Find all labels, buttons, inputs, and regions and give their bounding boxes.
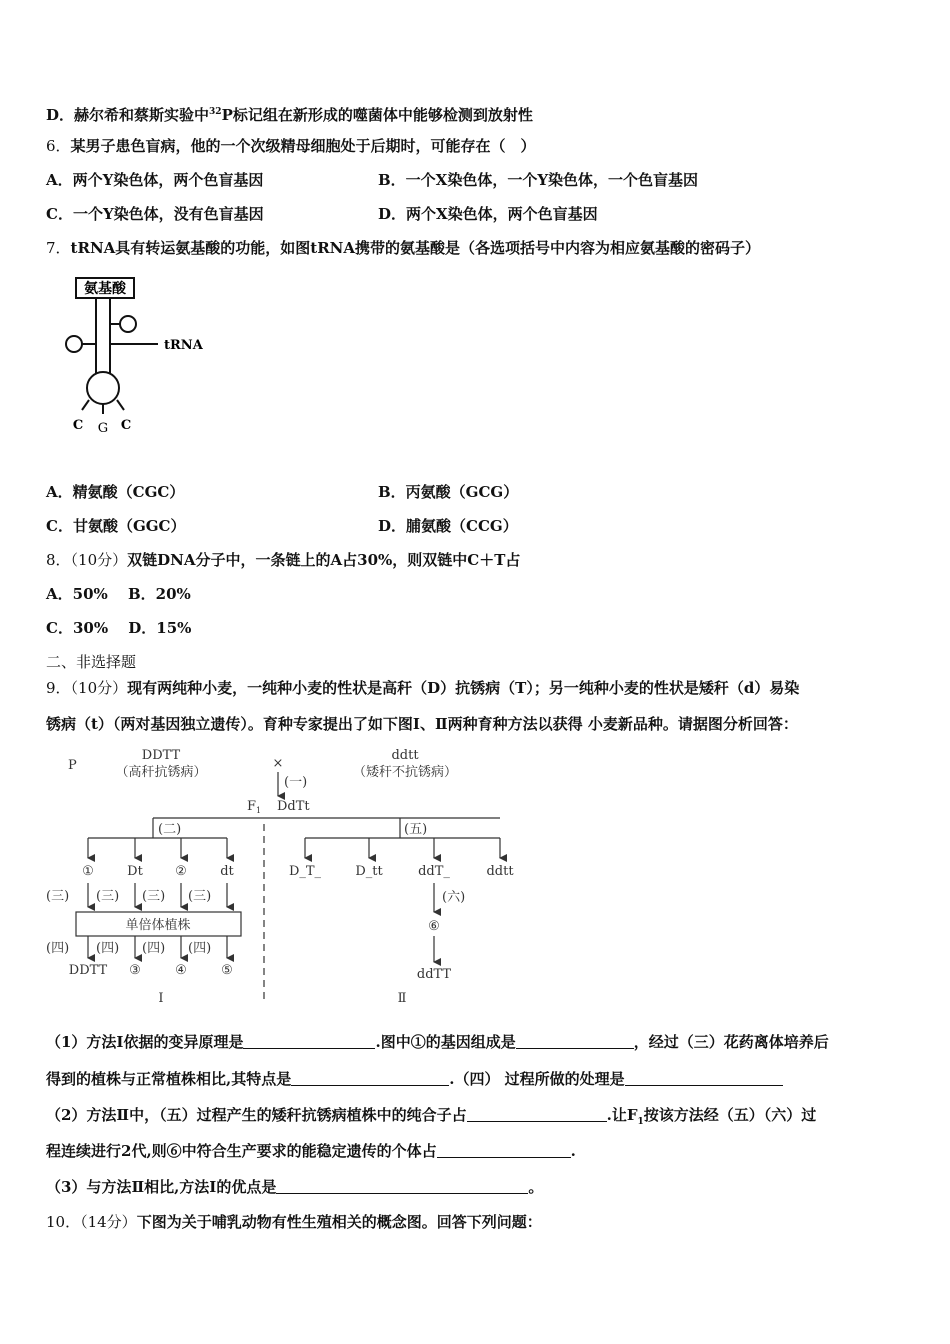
step-2-label: (二) — [158, 822, 182, 837]
q8-stem: 8．（10分）双链DNA分子中，一条链上的A占30%，则双链中C＋T占 — [46, 551, 521, 569]
amino-acid-label: 氨基酸 — [84, 281, 126, 297]
q9-stem-line1: 9．（10分）现有两纯种小麦，一纯种小麦的性状是高秆（D）抗锈病（T）；另一纯种小麦的性状是矮秆（d）易染 — [46, 679, 800, 697]
q6-option-b: B．一个X染色体，一个Y染色体，一个色盲基因 — [378, 171, 699, 189]
q8-options-ab: A．50% B．20% — [46, 585, 191, 603]
q9-part1-line1: （1）方法Ⅰ依据的变异原理是 .图中①的基因组成是 ，经过（三）花药离体培养后 — [46, 1033, 829, 1051]
q6-option-a: A．两个Y染色体，两个色盲基因 — [46, 171, 264, 189]
six-label: ⑥ — [428, 919, 440, 934]
parent1-phenotype: （高秆抗锈病） — [115, 765, 207, 780]
cross-symbol: × — [272, 756, 284, 771]
step-1-label: (一) — [284, 775, 308, 790]
step-6-label: (六) — [442, 890, 466, 905]
answer-blank[interactable] — [276, 1177, 528, 1194]
section-heading: 二、非选择题 — [46, 653, 137, 671]
answer-blank[interactable] — [437, 1141, 571, 1158]
right-row-item: D_tt — [355, 864, 383, 879]
answer-blank[interactable] — [516, 1032, 634, 1049]
left-row-item: Dt — [127, 864, 143, 879]
right-row-item: D_T_ — [288, 864, 322, 879]
parent2-genotype: ddtt — [391, 748, 419, 763]
step-3-label: (三) — [96, 889, 120, 904]
p-label: P — [68, 758, 77, 773]
right-row-item: ddtt — [486, 864, 514, 879]
f1-genotype: DdTt — [277, 799, 310, 814]
f1-label: $F_1$ — [247, 799, 262, 815]
breeding-diagram — [40, 740, 560, 1015]
step-4-label: (四) — [142, 941, 166, 956]
q7-option-b: B．丙氨酸（GCG） — [378, 483, 519, 501]
anticodon-base-1: C — [72, 418, 84, 433]
q9-part2-line2: 程连续进行2代,则⑥中符合生产要求的能稳定遗传的个体占 . — [46, 1142, 576, 1160]
q6-stem: 6．某男子患色盲病，他的一个次级精母细胞处于后期时，可能存在（ ） — [46, 137, 536, 155]
q7-option-a: A．精氨酸（CGC） — [46, 483, 185, 501]
q8-options-cd: C．30% D．15% — [46, 619, 192, 637]
q9-part3: （3）与方法Ⅱ相比,方法Ⅰ的优点是 。 — [46, 1178, 544, 1196]
step-3-label: (三) — [188, 889, 212, 904]
q10-stem: 10．（14分）下图为关于哺乳动物有性生殖相关的概念图。回答下列问题： — [46, 1213, 542, 1231]
bottom-row-item: ③ — [129, 963, 141, 978]
step-5-label: (五) — [404, 822, 428, 837]
q6-option-d: D．两个X染色体，两个色盲基因 — [378, 205, 598, 223]
answer-blank[interactable] — [625, 1069, 783, 1086]
parent2-phenotype: （矮秆不抗锈病） — [352, 765, 458, 780]
left-row-item: ② — [175, 864, 187, 879]
method-2-label: Ⅱ — [397, 991, 407, 1006]
trna-figure — [52, 274, 222, 439]
step-4-label: (四) — [46, 941, 70, 956]
q7-stem: 7．tRNA具有转运氨基酸的功能，如图tRNA携带的氨基酸是（各选项括号中内容为相应氨基酸的密码子） — [46, 239, 761, 257]
answer-blank[interactable] — [467, 1105, 607, 1122]
q6-option-c: C．一个Y染色体，没有色盲基因 — [46, 205, 264, 223]
left-row-item: ① — [82, 864, 94, 879]
answer-blank[interactable] — [291, 1069, 449, 1086]
anticodon-base-3: C — [120, 418, 132, 433]
q5-option-d: D．赫尔希和蔡斯实验中$^{32}$P标记组在新形成的噬菌体中能够检测到放射性 — [46, 106, 533, 124]
step-4-label: (四) — [188, 941, 212, 956]
method-1-label: Ⅰ — [158, 991, 164, 1006]
answer-blank[interactable] — [243, 1032, 375, 1049]
trna-label: tRNA — [164, 338, 203, 353]
bottom-row-item: DDTT — [68, 963, 108, 978]
q9-stem-line2: 锈病（t）（两对基因独立遗传）。育种专家提出了如下图Ⅰ、Ⅱ两种育种方法以获得 小麦新品种。请据图分析回答： — [46, 715, 798, 733]
bottom-row-item: ④ — [175, 963, 187, 978]
q9-part2-line1: （2）方法Ⅱ中，（五）过程产生的矮秆抗锈病植株中的纯合子占 .让$F_1$按该方法经（五）（六）过 — [46, 1106, 817, 1127]
q7-option-c: C．甘氨酸（GGC） — [46, 517, 186, 535]
step-3-label: (三) — [46, 889, 70, 904]
bottom-row-item: ⑤ — [221, 963, 233, 978]
right-row-item: ddT_ — [418, 864, 450, 879]
q9-part1-line2: 得到的植株与正常植株相比,其特点是 .（四） 过程所做的处理是 — [46, 1069, 783, 1089]
parent1-genotype: DDTT — [141, 748, 181, 763]
haploid-plant-label: 单倍体植株 — [125, 918, 191, 933]
anticodon-base-2: G — [97, 421, 109, 436]
q7-option-d: D．脯氨酸（CCG） — [378, 517, 518, 535]
ddtt-result: ddTT — [416, 967, 452, 982]
left-row-item: dt — [220, 864, 234, 879]
step-3-label: (三) — [142, 889, 166, 904]
step-4-label: (四) — [96, 941, 120, 956]
